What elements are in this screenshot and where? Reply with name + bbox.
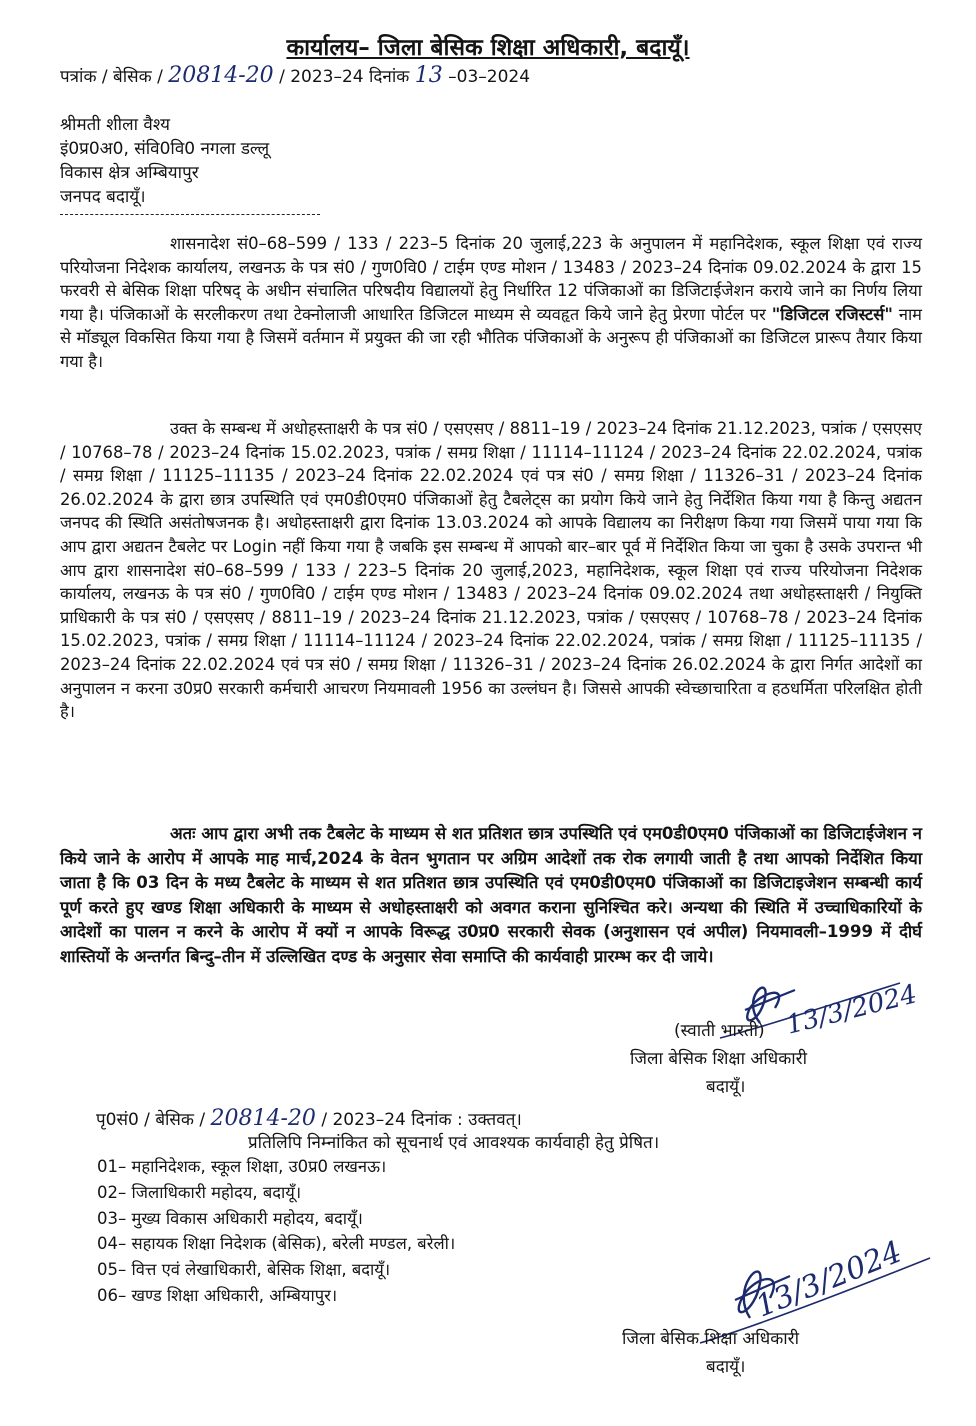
paragraph-3: अतः आप द्वारा अभी तक टैबलेट के माध्यम से शत प्रतिशत छात्र उपस्थिति एवं एम0डी0एम0 पंजिकाओं का डिजिटाईजेशन न किये जाने के आरोप में आपके माह मार्च,2024 के वेतन भुगतान पर अग्रिम आदेशों तक रोक लगायी जाती है तथा आपको निर्देशित किया जाता है कि 03 दिन के मध्य टैबलेट के माध्यम से शत प्रतिशत छात्र उपस्थिति एवं एम0डी0एम0 पंजिकाओं का डिजिटाइजेशन सम्बन्धी कार्य पूर्ण करते हुए खण्ड शिक्षा अधिकारी के माध्यम से अधोहस्ताक्षरी को अवगत कराना सुनिश्चित करे। अन्यथा की स्थिति में उच्चाधिकारियों के आदेशों का पालन न करने के आरोप में क्यों न आपके विरूद्ध उ0प्र0 सरकारी सेवक (अनुशासन एवं अपील) नियमावली–1999 में दीर्घ शास्तियों के अन्तर्गत बिन्दु–तीन में उल्लिखित दण्ड के अनुसार सेवा समाप्ति की कार्यवाही प्रारम्भ कर दी जाये। (60, 824, 922, 966)
copy-recipient-item: 04– सहायक शिक्षा निदेशक (बेसिक), बरेली मण्डल, बरेली। (97, 1234, 456, 1254)
copy-reference-prefix: पृ0सं0 / बेसिक / (96, 1110, 206, 1130)
separator-line (60, 214, 320, 215)
signatory-designation: जिला बेसिक शिक्षा अधिकारी (630, 1049, 808, 1069)
copy-recipient-item: 06– खण्ड शिक्षा अधिकारी, अम्बियापुर। (97, 1285, 338, 1305)
signatory-place: बदायूँ। (706, 1077, 746, 1097)
signature-2-date-handwritten: 13/3/2024 (751, 1234, 907, 1325)
digital-registers-quote: "डिजिटल रजिस्टर्स" (771, 304, 893, 324)
copy-signatory-designation: जिला बेसिक शिक्षा अधिकारी (622, 1329, 800, 1349)
paragraph-2: उक्त के सम्बन्ध में अधोहस्ताक्षरी के पत्र सं0 / एसएसए / 8811–19 / 2023–24 दिनांक 21.12.2023, पत्रांक / एसएसए / 10768–78 / 2023–24 दिनांक 15.02.2023, पत्रांक / समग्र शिक्षा / 11114–11124 / 2023–24 दिनांक 22.02.2024, पत्रांक / समग्र शिक्षा / 11125–11135 / 2023–24 दिनांक 22.02.2024 एवं पत्र सं0 / समग्र शिक्षा / 11326–31 / 2023–24 दिनांक 26.02.2024 के द्वारा छात्र उपस्थिति एवं एम0डी0एम0 पंजिकाओं हेतु टैबलेट्स का प्रयोग किये जाने हेतु निर्देशित किया गया है किन्तु अद्यतन जनपद की स्थिति असंतोषजनक है। अधोहस्ताक्षरी द्वारा दिनांक 13.03.2024 को आपके विद्यालय का निरीक्षण किया गया जिसमें पाया गया कि आप द्वारा अद्यतन टैबलेट पर Login नहीं किया गया है जबकि इस सम्बन्ध में आपको बार–बार पूर्व में निर्देशित किया जा चुका है उसके उपरान्त भी आप द्वारा शासनादेश सं0–68–599 / 133 / 223–5 दिनांक 20 जुलाई,2023, महानिदेशक, स्कूल शिक्षा एवं राज्य परियोजना निदेशक कार्यालय, लखनऊ के पत्र सं0 / गुण0वि0 / टाईम एण्ड मोशन / 13483 / 2023–24 दिनांक 09.02.2024 तथा अधोहस्ताक्षरी / नियुक्ति प्राधिकारी के पत्र सं0 / एसएसए / 8811–19 / 2023–24 दिनांक 21.12.2023, पत्रांक / एसएसए / 10768–78 / 2023–24 दिनांक 15.02.2023, पत्रांक / समग्र शिक्षा / 11114–11124 / 2023–24 दिनांक 22.02.2024, पत्रांक / समग्र शिक्षा / 11125–11135 / 2023–24 दिनांक 22.02.2024 एवं पत्र सं0 / समग्र शिक्षा / 11326–31 / 2023–24 दिनांक 26.02.2024 के द्वारा निर्गत आदेशों का अनुपालन न करना उ0प्र0 सरकारी कर्मचारी आचरण नियमावली 1956 का उल्लंघन है। जिससे आपकी स्वेच्छाचारिता व हठधर्मिता परिलक्षित होती है। (60, 419, 922, 722)
signatory-name: (स्वाती भारती) (674, 1021, 765, 1041)
paragraph-1-text-a: शासनादेश सं0–68–599 / 133 / 223–5 दिनांक 20 जुलाई,223 के अनुपालन में महानिदेशक, स्कूल शिक्षा एवं राज्य परियोजना निदेशक कार्यालय, लखनऊ के पत्र सं0 / गुण0वि0 / टाईम एण्ड मोशन / 13483 / 2023–24 दिनांक 09.02.2024 के द्वारा 15 फरवरी से बेसिक शिक्षा परिषद् के अधीन संचालित परिषदीय विद्यालयों हेतु निर्धारित 12 पंजिकाओं का डिजिटाईजेशन कराये जाने का निर्णय लिया गया है। पंजिकाओं के सरलीकरण तथा टेक्नोलाजी आधारित डिजिटल माध्यम से व्यवहृत किये जाने हेतु प्रेरणा पोर्टल पर (60, 234, 922, 324)
reference-suffix: / 2023–24 दिनांक (279, 67, 410, 87)
date-day-handwritten: 13 (414, 63, 443, 88)
copy-reference-number-handwritten: 20814-20 (210, 1106, 316, 1131)
paragraph-1 (60, 232, 922, 374)
addressee-block: विकास क्षेत्र अम्बियापुर (60, 163, 199, 183)
copy-intro: प्रतिलिपि निम्नांकित को सूचनार्थ एवं आवश्यक कार्यवाही हेतु प्रेषित। (248, 1133, 660, 1153)
addressee-district: जनपद बदायूँ। (60, 187, 146, 207)
paragraph-1-text-b: नाम से मॉड्यूल विकसित किया गया है जिसमें वर्तमान में प्रयुक्त की जा रही भौतिक पंजिकाओं के अनुरूप ही पंजिकाओं का डिजिटल प्रारूप तैयार किया गया है। (60, 304, 922, 371)
copy-recipient-list (97, 1154, 455, 1309)
signature-1-date-handwritten: 13/3/2024 (783, 979, 920, 1041)
addressee-name: श्रीमती शीला वैश्य (60, 115, 170, 135)
copy-recipient-item: 03– मुख्य विकास अधिकारी महोदय, बदायूँ। (97, 1208, 363, 1228)
copy-recipient-item: 01– महानिदेशक, स्कूल शिक्षा, उ0प्र0 लखनऊ। (97, 1157, 387, 1176)
office-title: कार्यालय– जिला बेसिक शिक्षा अधिकारी, बदायूँ। (286, 35, 690, 61)
reference-line (60, 63, 530, 88)
addressee-post: इं0प्र0अ0, संवि0वि0 नगला डल्लू (60, 139, 270, 159)
reference-number-handwritten: 20814-20 (168, 63, 274, 88)
copy-reference-suffix: / 2023–24 दिनांक : उक्तवत्। (321, 1110, 522, 1130)
reference-prefix: पत्रांक / बेसिक / (60, 67, 163, 87)
copy-signatory-place: बदायूँ। (706, 1357, 746, 1377)
date-rest: –03–2024 (448, 67, 531, 87)
copy-recipient-item: 02– जिलाधिकारी महोदय, बदायूँ। (97, 1182, 302, 1202)
copy-reference-line (96, 1106, 522, 1131)
copy-recipient-item: 05– वित्त एवं लेखाधिकारी, बेसिक शिक्षा, बदायूँ। (97, 1260, 391, 1280)
